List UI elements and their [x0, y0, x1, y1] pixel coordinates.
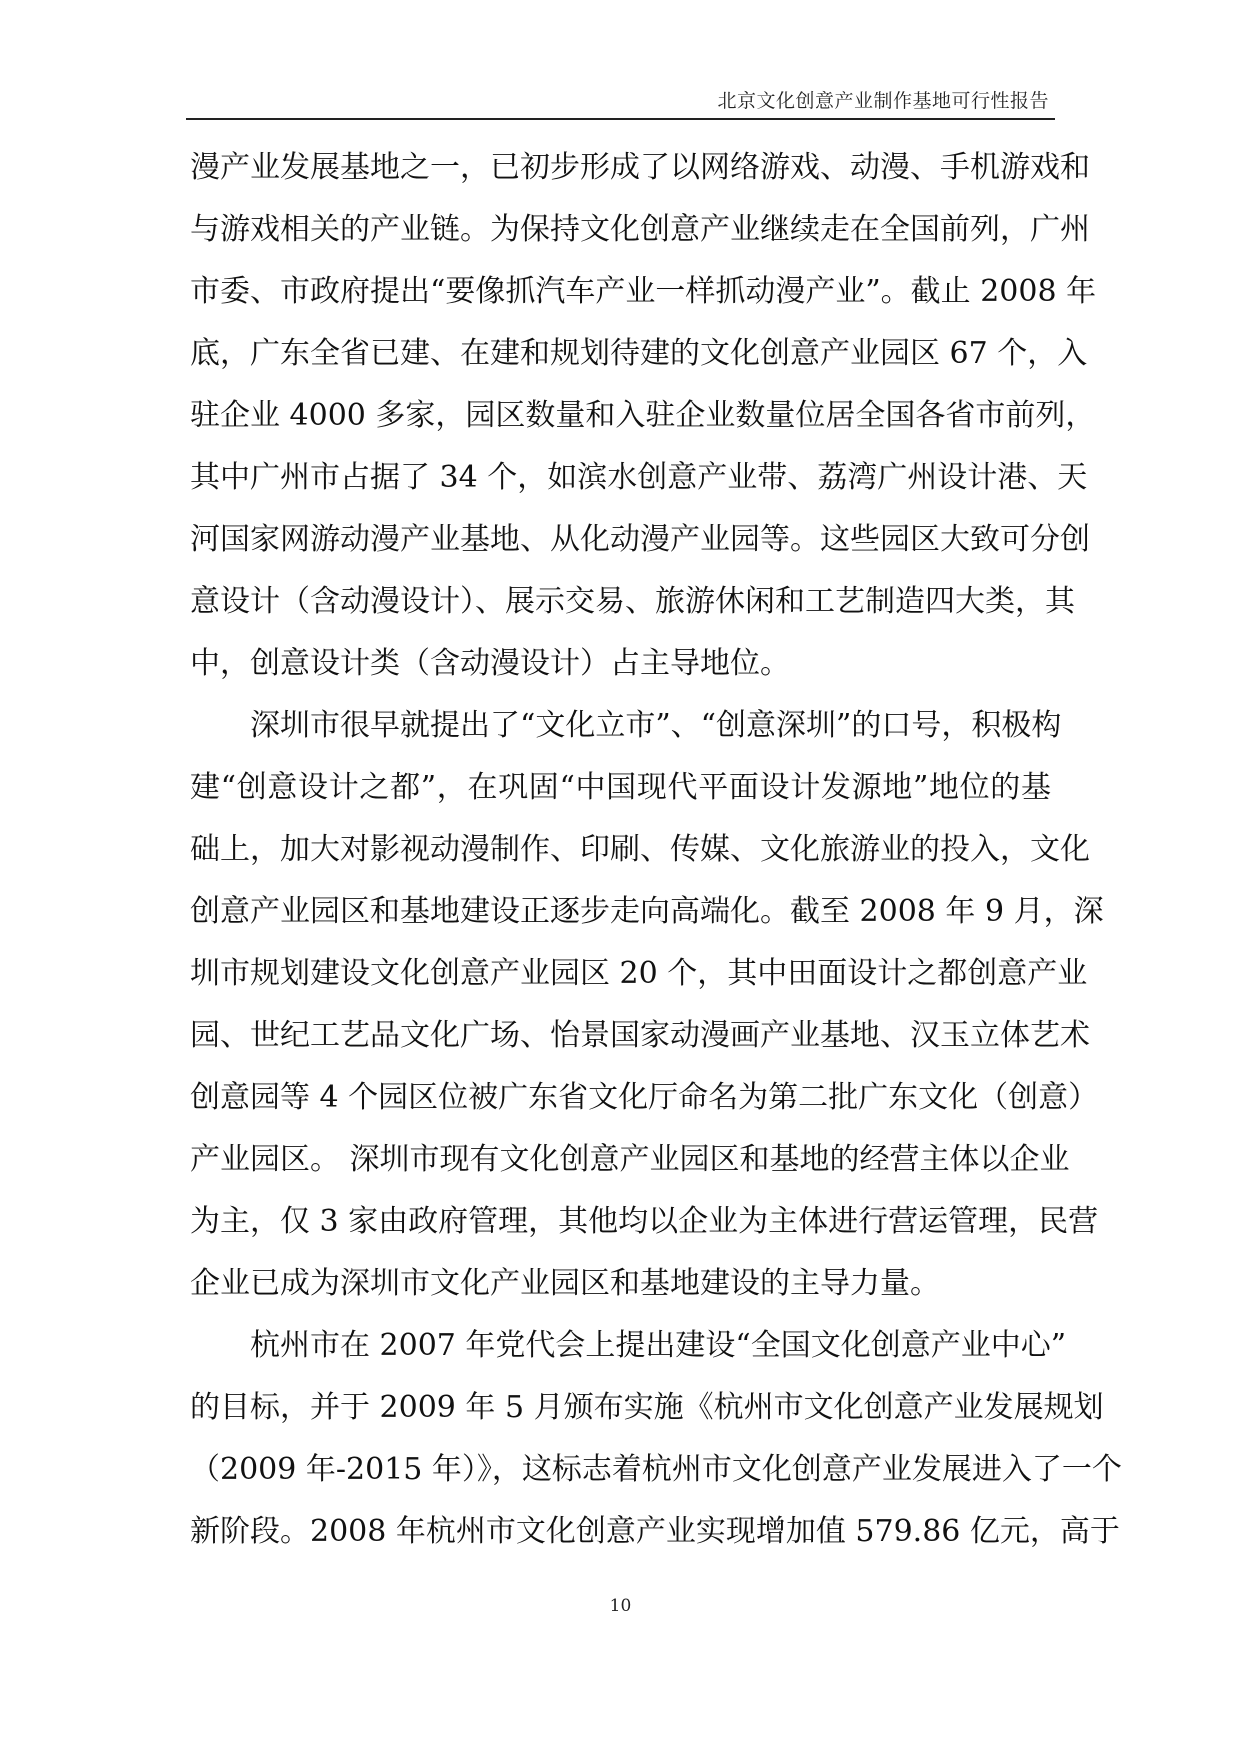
text-line: 础上，加大对影视动漫制作、印刷、传媒、文化旅游业的投入，文化	[190, 832, 1090, 867]
text-line: 与游戏相关的产业链。为保持文化创意产业继续走在全国前列，广州	[190, 212, 1090, 247]
text-line: 新阶段。2008 年杭州市文化创意产业实现增加值 579.86 亿元，高于	[190, 1514, 1120, 1549]
text-line: 驻企业 4000 多家，园区数量和入驻企业数量位居全国各省市前列，	[190, 398, 1096, 433]
text-line: 市委、市政府提出“要像抓汽车产业一样抓动漫产业”。截止 2008 年	[190, 274, 1097, 309]
text-line: 园、世纪工艺品文化广场、怡景国家动漫画产业基地、汉玉立体艺术	[190, 1018, 1090, 1053]
text-line: 圳市规划建设文化创意产业园区 20 个，其中田面设计之都创意产业	[190, 956, 1088, 991]
text-line: （2009 年-2015 年）》，这标志着杭州市文化创意产业发展进入了一个	[190, 1452, 1122, 1487]
text-line: 创意园等 4 个园区位被广东省文化厅命名为第二批广东文化（创意）	[190, 1080, 1099, 1115]
text-line: 为主，仅 3 家由政府管理，其他均以企业为主体进行营运管理，民营	[190, 1204, 1099, 1239]
text-line: 底，广东全省已建、在建和规划待建的文化创意产业园区 67 个，入	[190, 336, 1088, 371]
text-line: 意设计（含动漫设计）、展示交易、旅游休闲和工艺制造四大类，其	[190, 584, 1075, 619]
paragraph-start-line: 杭州市在 2007 年党代会上提出建设“全国文化创意产业中心”	[250, 1328, 1067, 1363]
text-line: 企业已成为深圳市文化产业园区和基地建设的主导力量。	[190, 1266, 940, 1301]
page-number: 10	[609, 1596, 632, 1616]
text-line: 产业园区。 深圳市现有文化创意产业园区和基地的经营主体以企业	[190, 1142, 1070, 1177]
text-line: 的目标，并于 2009 年 5 月颁布实施《杭州市文化创意产业发展规划	[190, 1390, 1104, 1425]
paragraph-start-line: 深圳市很早就提出了“文化立市”、“创意深圳”的口号，积极构	[250, 708, 1062, 743]
text-line: 河国家网游动漫产业基地、从化动漫产业园等。这些园区大致可分创	[190, 522, 1090, 557]
body-text	[190, 137, 1122, 1563]
running-header	[186, 84, 1055, 120]
text-line: 其中广州市占据了 34 个，如滨水创意产业带、荔湾广州设计港、天	[190, 460, 1088, 495]
text-line: 创意产业园区和基地建设正逐步走向高端化。截至 2008 年 9 月，深	[190, 894, 1104, 929]
text-line: 中，创意设计类（含动漫设计）占主导地位。	[190, 646, 790, 681]
text-line: 建“创意设计之都”，在巩固“中国现代平面设计发源地”地位的基	[190, 770, 1051, 805]
text-line: 漫产业发展基地之一，已初步形成了以网络游戏、动漫、手机游戏和	[190, 150, 1090, 185]
document-title: 北京文化创意产业制作基地可行性报告	[717, 90, 1049, 112]
